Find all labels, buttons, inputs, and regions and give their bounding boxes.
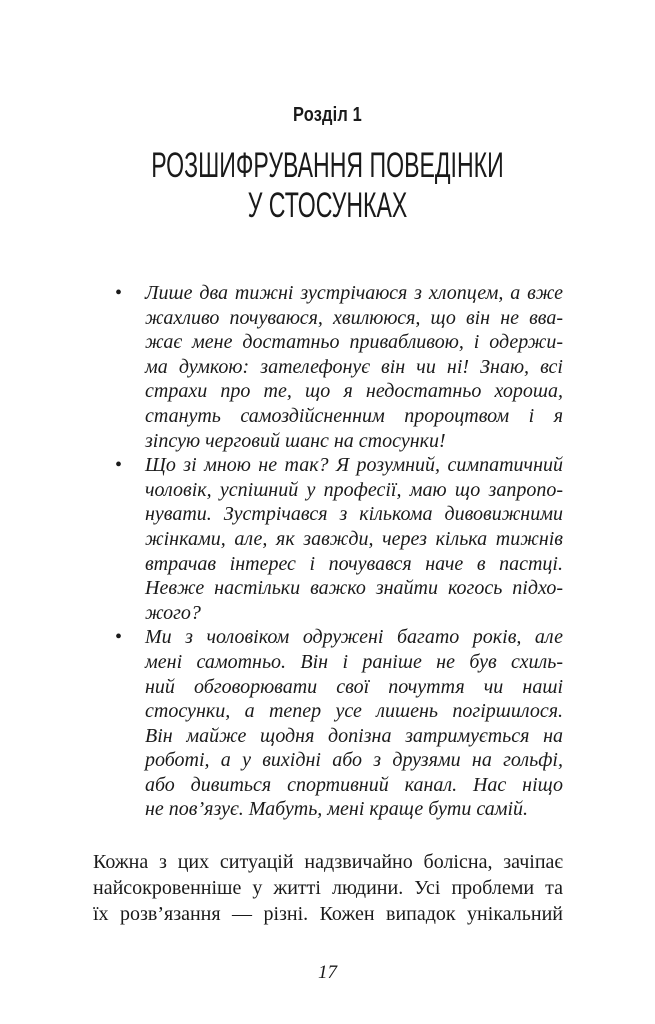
quote-line: стануть самоздійсненним пророцтвом і я <box>145 404 563 427</box>
chapter-title <box>111 146 543 226</box>
chapter-title-line: РОЗШИФРУВАННЯ ПОВЕДІНКИ <box>151 146 504 185</box>
chapter-title-line: У СТОСУНКАХ <box>247 186 408 225</box>
quote-line: стосунки, а тепер усе лишень погіршилося. <box>145 700 563 723</box>
body-line: найсокровенніше у житті людини. Усі проблеми та <box>93 877 563 899</box>
quote-line: жає мене достатньо привабливою, і одержи- <box>145 331 563 354</box>
quote-line: зіпсую черговий шанс на стосунки! <box>145 429 446 452</box>
quote-line: ма думкою: зателефонує він чи ні! Знаю, всі <box>145 355 563 378</box>
quote-line: Він майже щодня допізна затримується на <box>145 724 563 747</box>
quote-line: чоловік, успішний у професії, маю що запропо- <box>145 478 563 501</box>
quote-item <box>115 625 563 822</box>
quote-line: нувати. Зустрічався з кількома дивовижними <box>145 503 563 526</box>
body-line: їх розв’язання — різні. Кожен випадок унікальний <box>93 903 563 925</box>
quote-line: мені самотньо. Він і раніше не був схиль- <box>145 650 563 673</box>
body-line: Кожна з цих ситуацій надзвичайно болісна, зачіпає <box>93 851 563 873</box>
body-paragraph <box>93 849 563 927</box>
quote-list <box>115 281 563 822</box>
page-number: 17 <box>318 962 337 983</box>
bullet-icon: • <box>115 454 123 477</box>
quote-line: жінками, але, як завжди, через кілька тижнів <box>145 527 563 550</box>
bullet-icon: • <box>115 282 123 304</box>
quote-line: не пов’язує. Мабуть, мені краще бути самій. <box>145 798 529 821</box>
quote-item <box>115 281 563 453</box>
quote-line: втрачав інтерес і почувався наче в пастці. <box>145 552 563 575</box>
quote-line: ний обговорювати свої почуття чи наші <box>145 675 563 698</box>
quote-line: Що зі мною не так? Я розумний, симпатичний <box>145 454 563 477</box>
quote-line: Ми з чоловіком одружені багато років, але <box>145 626 563 649</box>
quote-line: жого? <box>145 601 201 624</box>
quote-line: Лише два тижні зустрічаюся з хлопцем, а вже <box>145 282 563 304</box>
quote-item <box>115 453 563 625</box>
chapter-label: Розділ 1 <box>293 104 362 126</box>
quote-line: або дивиться спортивний канал. Нас ніщо <box>145 773 563 796</box>
quote-line: Невже настільки важко знайти когось підхо- <box>145 577 563 600</box>
quote-line: жахливо почуваюся, хвилююся, що він не вва- <box>145 306 563 329</box>
bullet-icon: • <box>115 626 123 649</box>
quote-line: роботі, а у вихідні або з друзями на гольфі, <box>145 749 563 772</box>
quote-line: страхи про те, що я недостатньо хороша, <box>145 380 563 403</box>
